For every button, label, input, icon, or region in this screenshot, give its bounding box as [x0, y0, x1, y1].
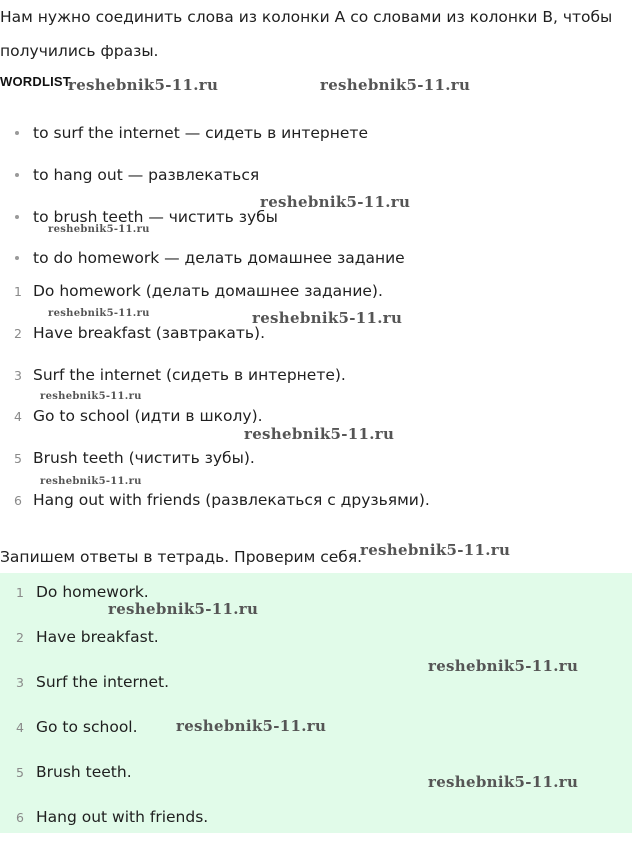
item-number: 6	[14, 493, 22, 508]
watermark: reshebnik5-11.ru	[260, 193, 411, 211]
list-item-text: Brush teeth (чистить зубы).	[33, 449, 255, 467]
list-item-text: to do homework — делать домашнее задание	[33, 249, 405, 267]
item-number: 1	[16, 585, 24, 600]
watermark: reshebnik5-11.ru	[252, 309, 403, 327]
bullet-icon	[15, 215, 19, 219]
list-item-text: Do homework.	[36, 583, 149, 601]
bullet-icon	[15, 256, 19, 260]
list-item-text: Do homework (делать домашнее задание).	[33, 282, 383, 300]
item-number: 3	[16, 675, 24, 690]
watermark: reshebnik5-11.ru	[40, 391, 142, 402]
item-number: 5	[14, 451, 22, 466]
item-number: 2	[14, 326, 22, 341]
watermark: reshebnik5-11.ru	[108, 600, 259, 618]
list-item-text: Have breakfast.	[36, 628, 159, 646]
item-number: 5	[16, 765, 24, 780]
watermark: reshebnik5-11.ru	[360, 541, 511, 559]
watermark: reshebnik5-11.ru	[176, 717, 327, 735]
list-item-text: Surf the internet.	[36, 673, 169, 691]
watermark: reshebnik5-11.ru	[428, 773, 579, 791]
intro-line-2: получились фразы.	[0, 42, 159, 60]
list-item-text: to brush teeth — чистить зубы	[33, 208, 278, 226]
list-item-text: to surf the internet — сидеть в интернете	[33, 124, 368, 142]
item-number: 3	[14, 368, 22, 383]
watermark: reshebnik5-11.ru	[428, 657, 579, 675]
list-item-text: Go to school (идти в школу).	[33, 407, 263, 425]
item-number: 4	[16, 720, 24, 735]
list-item-text: Surf the internet (сидеть в интернете).	[33, 366, 346, 384]
list-item-text: to hang out — развлекаться	[33, 166, 260, 184]
list-item-text: Brush teeth.	[36, 763, 132, 781]
watermark: reshebnik5-11.ru	[320, 76, 471, 94]
list-item-text: Have breakfast (завтракать).	[33, 324, 265, 342]
answers-intro: Запишем ответы в тетрадь. Проверим себя.	[0, 548, 363, 566]
list-item-text: Hang out with friends.	[36, 808, 209, 826]
bullet-icon	[15, 131, 19, 135]
item-number: 1	[14, 284, 22, 299]
list-item-text: Go to school.	[36, 718, 138, 736]
answer-box	[0, 573, 632, 833]
watermark: reshebnik5-11.ru	[48, 224, 150, 235]
wordlist-heading: WORDLIST	[0, 74, 71, 89]
item-number: 4	[14, 409, 22, 424]
item-number: 2	[16, 630, 24, 645]
intro-line-1: Нам нужно соединить слова из колонки A со словами из колонки B, чтобы	[0, 8, 613, 26]
watermark: reshebnik5-11.ru	[244, 425, 395, 443]
watermark: reshebnik5-11.ru	[40, 476, 142, 487]
item-number: 6	[16, 810, 24, 825]
watermark: reshebnik5-11.ru	[48, 308, 150, 319]
bullet-icon	[15, 173, 19, 177]
watermark: reshebnik5-11.ru	[68, 76, 219, 94]
list-item-text: Hang out with friends (развлекаться с друзьями).	[33, 491, 430, 509]
